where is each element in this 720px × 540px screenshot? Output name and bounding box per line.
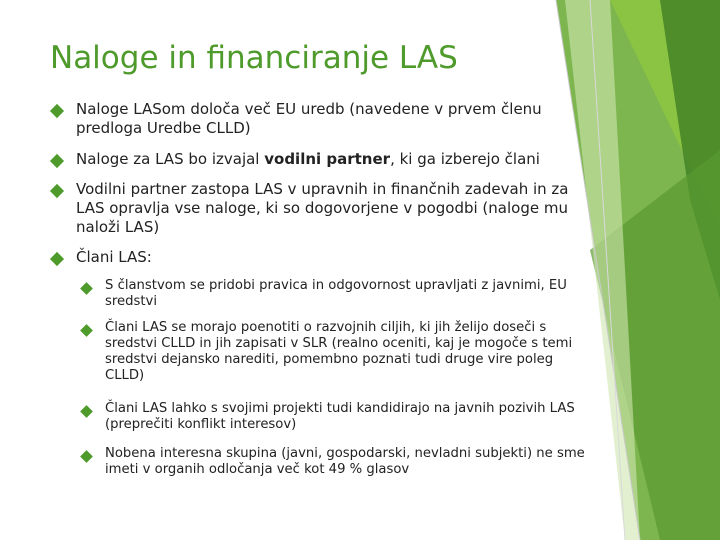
diamond-bullet-icon [50,154,64,168]
bullet-text-pre: Naloge za LAS bo izvajal [76,150,265,168]
bullet-text-post: , ki ga izberejo člani [390,150,540,168]
diamond-bullet-icon [50,184,64,198]
sub-bullet-item [82,320,593,384]
bullet-item [52,150,586,169]
bullet-text: Vodilni partner zastopa LAS v upravnih in finančnih zadevah in za LAS opravlja vse naloge, ki so dogovorjene v pogodbi (naloge mu naloži LAS) [76,180,569,236]
sub-bullet-text: S članstvom se pridobi pravica in odgovornost upravljati z javnimi, EU sredstvi [105,278,567,309]
diamond-bullet-icon [80,324,93,337]
diamond-bullet-icon [80,282,93,295]
bullet-text-bold: vodilni partner [264,150,391,168]
bullet-text [76,150,586,169]
sub-bullet-item [82,278,593,310]
sub-bullet-text: Nobena interesna skupina (javni, gospodarski, nevladni subjekti) ne sme imeti v organih odločanja več kot 49 % glasov [105,446,585,477]
sub-bullet-item [82,446,593,478]
sub-bullet-text: Člani LAS lahko s svojimi projekti tudi kandidirajo na javnih pozivih LAS (preprečiti konflikt interesov) [105,401,575,432]
bullet-item [52,180,586,237]
sub-bullet-text: Člani LAS se morajo poenotiti o razvojnih ciljih, ki jih želijo doseči s sredstvi CLLD in jih zapisati v SLR (realno oceniti, kaj je mogoče s temi sredstvi dejansko narediti, pomembno poznati tudi druge vire poleg CLLD) [105,320,573,383]
bullet-item [52,248,586,267]
diamond-bullet-icon [80,450,93,463]
bullet-text: Člani LAS: [76,248,152,266]
diamond-bullet-icon [50,252,64,266]
sub-bullet-item [82,401,593,433]
slide-title: Naloge in financiranje LAS [50,40,458,76]
diamond-bullet-icon [80,405,93,418]
bullet-item [52,100,586,138]
diamond-bullet-icon [50,104,64,118]
bullet-text: Naloge LASom določa več EU uredb (navedene v prvem členu predloga Uredbe CLLD) [76,100,542,137]
